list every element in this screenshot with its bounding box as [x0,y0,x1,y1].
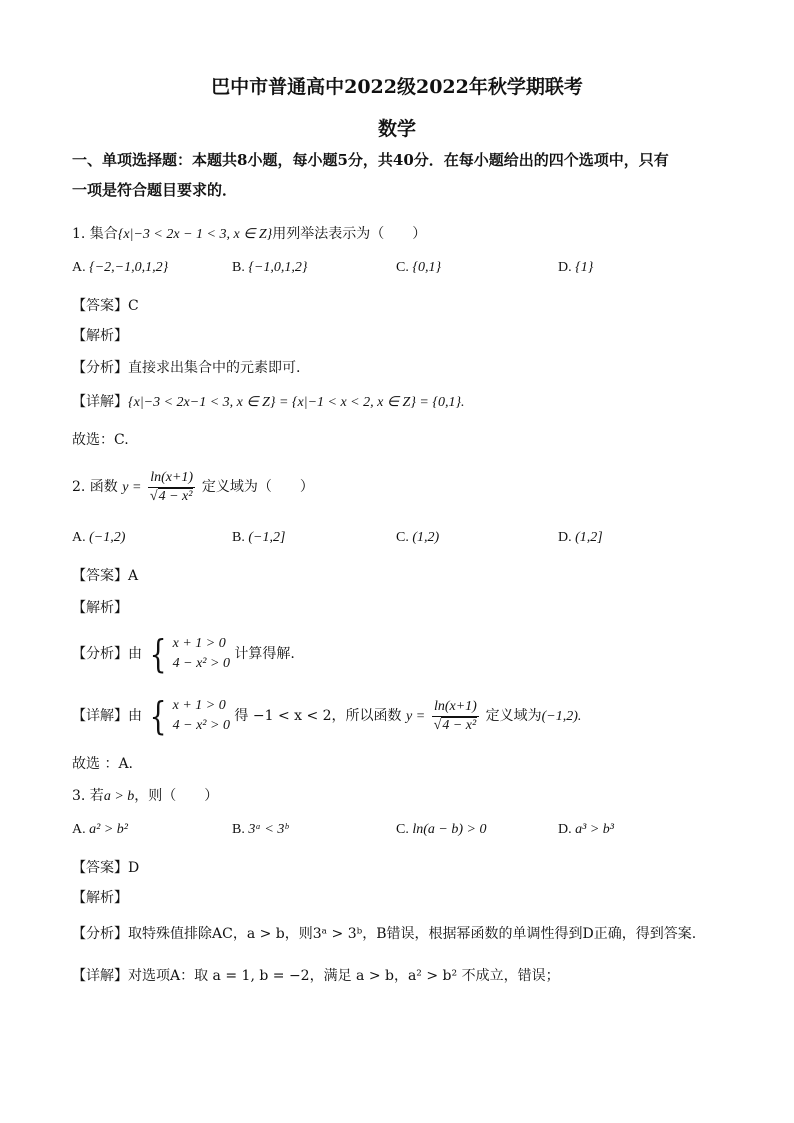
q1-set: {x|−3 < 2x − 1 < 3, x ∈ Z} [117,227,273,242]
question-2-stem: 2. 函数 y = $\frac{\ln(x+1)}{\text{√4 − x²}}$ 定义域为（ ） [72,469,314,504]
q1-prefix: 1. 集合 [72,226,118,242]
q3-answer: 【答案】D [72,860,140,876]
q1-fenxi: 【分析】直接求出集合中的元素即可. [72,360,301,376]
section-heading-line1: 一、单项选择题：本题共8小题，每小题5分，共40分．在每小题给出的四个选项中，只有 [72,151,669,169]
q2-option-a: A. (−1,2) [72,530,126,545]
q2-answer: 【答案】A [72,568,139,584]
q1-option-c: C. {0,1} [396,260,442,275]
q3-option-a: A. a² > b² [72,822,128,837]
q2-option-c: C. (1,2) [396,530,440,545]
q2-option-b: B. (−1,2] [232,530,286,545]
question-3-stem: 3. 若a > b，则（ ） [72,788,219,804]
q3-option-d: D. a³ > b³ [558,822,614,837]
page-title: 巴中市普通高中2022级2022年秋学期联考 [211,76,583,98]
q2-system-1: { x + 1 > 0 4 − x² > 0 [150,632,230,676]
question-1-stem [72,224,426,245]
q1-answer: 【答案】C [72,298,139,314]
q3-xiangjie: 【详解】对选项A：取 a = 1, b = −2，满足 a > b，a² > b² 不成立，错误； [72,968,560,984]
q2-option-d: D. (1,2] [558,530,603,545]
q2-fenxi: 【分析】由 { x + 1 > 0 4 − x² > 0 计算得解. [72,632,295,676]
q2-fraction: $\frac{\ln(x+1)}{\text{√4 − x²}}$ [149,469,194,504]
q3-option-c: C. ln(a − b) > 0 [396,822,487,837]
q1-analysis-label: 【解析】 [72,328,128,344]
subject-title: 数学 [377,118,416,140]
q2-xiangjie: 【详解】由 { x + 1 > 0 4 − x² > 0 得 −1 < x < 2，所以函数 y = $\frac{\ln(x+1)}{\text{√4 − x²}}$ 定义域为(−1,2). [72,694,582,738]
q1-option-d: D. {1} [558,260,594,275]
q1-option-a: A. {−2,−1,0,1,2} [72,260,169,275]
q2-system-2: { x + 1 > 0 4 − x² > 0 [150,694,230,738]
q2-conclusion: 故选 ：A. [72,756,134,772]
q1-suffix: 用列举法表示为（ ） [272,226,427,242]
q3-fenxi: 【分析】取特殊值排除AC，a > b，则3ᵃ > 3ᵇ，B错误，根据幂函数的单调性得到D正确，得到答案. [72,926,697,942]
q3-option-b: B. 3ᵃ < 3ᵇ [232,822,289,837]
section-heading-line2: 一项是符合题目要求的． [72,181,238,199]
q3-analysis-label: 【解析】 [72,890,128,906]
q1-conclusion: 故选：C. [72,432,129,448]
q1-option-b: B. {−1,0,1,2} [232,260,308,275]
q1-xiangjie: 【详解】{x|−3 < 2x−1 < 3, x ∈ Z} = {x|−1 < x < 2, x ∈ Z} = {0,1}. [72,394,465,410]
q2-analysis-label: 【解析】 [72,600,128,616]
